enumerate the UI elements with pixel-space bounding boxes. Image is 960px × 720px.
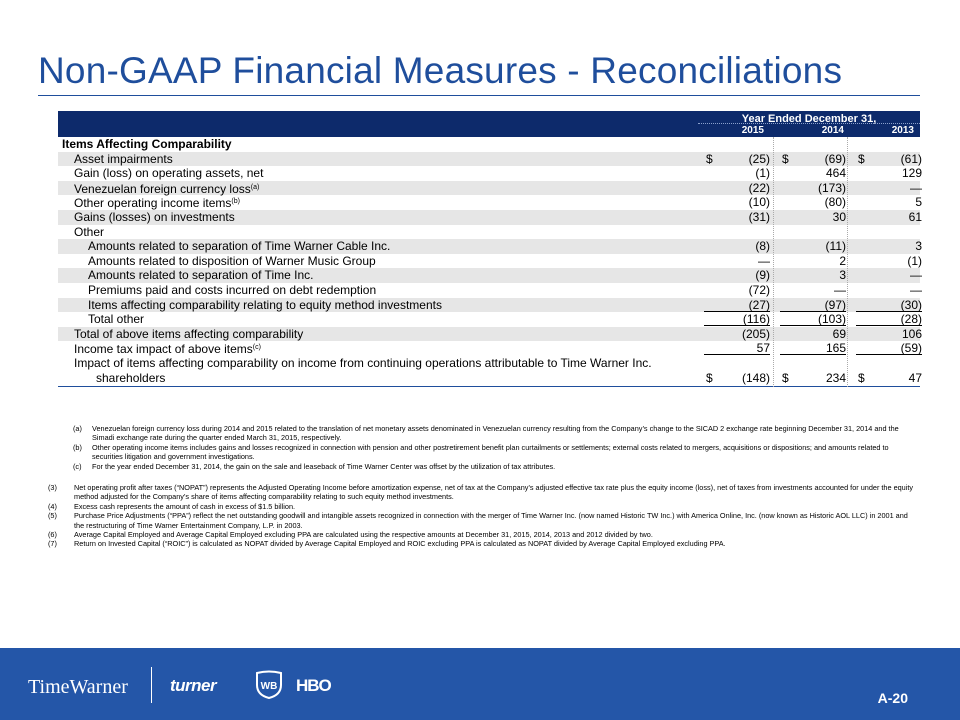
footnote-text: Return on Invested Capital (“ROIC”) is calculated as NOPAT divided by Average Capital Employed and ROIC excluding PPA is calculated as NOPAT divided by Average Capital Employed excluding PPA.: [74, 539, 726, 549]
footnote-mark: (3): [48, 483, 57, 492]
row-value: (80): [824, 195, 846, 210]
row-value: (8): [755, 239, 770, 254]
table-row: [58, 152, 920, 167]
row-value: —: [910, 268, 922, 283]
footnote-mark: (5): [48, 511, 57, 521]
numbered-footnotes: [48, 483, 920, 549]
dollar-sign: $: [706, 370, 713, 385]
table-row: [58, 166, 920, 181]
row-label: Amounts related to separation of Time Warner Cable Inc.: [88, 239, 391, 254]
row-value: 464: [825, 166, 846, 181]
dollar-sign: $: [706, 151, 713, 166]
footnote-text: Average Capital Employed and Average Capital Employed excluding PPA are calculated using the respective amounts at December 31, 2015, 2014, 2013 and 2012 divided by two.: [74, 530, 653, 540]
row-label: Asset impairments: [74, 151, 173, 166]
footnote-mark: (4): [48, 501, 57, 511]
logo-separator: [151, 667, 152, 703]
row-value: (116): [704, 313, 770, 326]
footnote-marker: (a): [250, 183, 260, 191]
table-body: [58, 137, 920, 356]
row-value: (59): [856, 342, 922, 355]
row-value: 2: [839, 253, 846, 268]
row-value: (1): [907, 253, 922, 268]
table-row: [58, 210, 920, 225]
table-header: [58, 111, 920, 137]
row-value: (25): [748, 151, 770, 166]
footnote: [48, 539, 920, 548]
row-value: —: [758, 253, 770, 268]
table-row: [58, 327, 920, 342]
final-value-2015: (148): [741, 370, 770, 385]
row-value: (97): [780, 299, 846, 312]
footnote: [68, 424, 920, 443]
row-value: 106: [901, 326, 922, 341]
timewarner-logo: TimeWarner: [28, 676, 128, 698]
footnote-text: Excess cash represents the amount of cash in excess of $1.5 billion.: [74, 501, 296, 511]
row-label: Total other: [88, 312, 145, 327]
row-value: —: [834, 282, 846, 297]
footnote-marker: (c): [252, 344, 261, 352]
row-value: —: [910, 180, 922, 195]
table-row: [58, 268, 920, 283]
row-value: (173): [817, 180, 846, 195]
footnote: [48, 502, 920, 511]
footnote: [68, 443, 920, 462]
year-2014-header: 2014: [821, 125, 844, 136]
footnote-mark: (6): [48, 530, 57, 540]
table-row: [58, 254, 920, 269]
title-divider: [38, 95, 920, 96]
footnote: [68, 462, 920, 471]
wb-shield-icon: [254, 670, 284, 705]
row-value: (22): [748, 180, 770, 195]
table-row: [58, 195, 920, 210]
footnote: [48, 511, 920, 530]
row-value: (10): [748, 195, 770, 210]
row-label: Items affecting comparability relating to equity method investments: [88, 297, 442, 312]
table-row: [58, 283, 920, 298]
row-value: 57: [704, 342, 770, 355]
row-value: —: [910, 282, 922, 297]
table-row: [58, 298, 920, 313]
final-row: [58, 356, 920, 386]
row-value: (27): [704, 299, 770, 312]
table-bottom-rule: [58, 386, 920, 387]
row-label: Items Affecting Comparability: [62, 137, 232, 151]
table-row: [58, 312, 920, 327]
row-label: Amounts related to separation of Time Inc.: [88, 268, 314, 283]
row-label: Other operating income items$^{(b)}$: [74, 196, 240, 211]
hbo-logo: HBO: [296, 676, 331, 695]
footnote-text: Net operating profit after taxes (“NOPAT”) represents the Adjusted Operating Income before amortization expense, net of tax at the Company’s adjusted effective tax rate plus the equity income (loss), net of taxes from investments accounted for under the equity method adjusted for the Company’s share of items affecting comparability relating to such equity method investments.: [74, 483, 914, 502]
svg-text:WB: WB: [260, 681, 278, 692]
final-value-2014: 234: [825, 370, 846, 385]
table-row: [58, 137, 920, 152]
row-label: Gains (losses) on investments: [74, 209, 235, 224]
footnote-marker: (b): [231, 198, 240, 206]
footnote-text: For the year ended December 31, 2014, the gain on the sale and leaseback of Time Warner Center was offset by the utilization of tax attributes.: [92, 461, 556, 471]
row-value: (72): [748, 282, 770, 297]
dollar-sign: $: [782, 151, 789, 166]
row-label: Gain (loss) on operating assets, net: [74, 166, 264, 181]
page-title: Non-GAAP Financial Measures - Reconciliations: [38, 50, 843, 91]
dollar-sign: $: [782, 370, 789, 385]
footnote-text: Other operating income items includes gains and losses recognized in connection with pension and other postretirement benefit plan curtailments or settlements; external costs related to mergers, acquisitions or dispositions; and amounts related to securities litigation and government investigations.: [92, 442, 889, 462]
row-value: (1): [755, 166, 770, 181]
footnote-mark: (b): [73, 442, 82, 452]
letter-footnotes: [68, 424, 920, 471]
row-label: Venezuelan foreign currency loss$^{(a)}$: [74, 181, 260, 196]
row-label: Other: [74, 224, 105, 239]
final-row-label-line1: Impact of items affecting comparability on income from continuing operations attributable to Time Warner Inc.: [74, 355, 652, 370]
table-row: [58, 225, 920, 240]
row-value: (30): [856, 299, 922, 312]
footnote: [48, 530, 920, 539]
row-value: 61: [908, 209, 922, 224]
turner-logo: turner: [170, 676, 217, 695]
row-value: 69: [832, 326, 846, 341]
row-value: (31): [748, 209, 770, 224]
table-row: [58, 239, 920, 254]
row-value: 3: [839, 268, 846, 283]
footnote-mark: (a): [73, 424, 82, 433]
row-value: (11): [825, 239, 846, 254]
final-value-2013: 47: [908, 370, 922, 385]
year-2013-header: 2013: [891, 125, 914, 136]
year-2015-header: 2015: [741, 125, 764, 136]
row-value: (9): [755, 268, 770, 283]
row-value: 3: [915, 239, 922, 254]
footnote-mark: (7): [48, 539, 57, 549]
footnote-mark: (c): [73, 461, 82, 471]
reconciliation-table: [58, 111, 920, 387]
row-value: 5: [915, 195, 922, 210]
row-value: (69): [824, 151, 846, 166]
row-value: 165: [780, 342, 846, 355]
row-label: Total of above items affecting comparability: [74, 326, 304, 341]
table-row: [58, 341, 920, 356]
final-row-label-line2: shareholders: [96, 370, 166, 385]
footnote: [48, 483, 920, 502]
dollar-sign: $: [858, 151, 865, 166]
table-row: [58, 181, 920, 196]
row-label: Premiums paid and costs incurred on debt redemption: [88, 282, 377, 297]
footnote-text: Purchase Price Adjustments (“PPA”) reflect the net outstanding goodwill and intangible assets recognized in connection with the merger of Time Warner Inc. (now named Historic TW Inc.) with America Online, Inc. (now known as Historic AOL LLC) in 2001 and the restructuring of Time Warner Entertainment Company, L.P. in 2003.: [74, 511, 908, 530]
row-value: (28): [856, 313, 922, 326]
period-label: Year Ended December 31,: [741, 113, 877, 125]
dollar-sign: $: [858, 370, 865, 385]
footnote-text: Venezuelan foreign currency loss during 2014 and 2015 related to the translation of net monetary assets denominated in Venezuelan currency resulting from the Company’s change to the SICAD 2 exchange rate beginning December 31, 2014 and the Simadi exchange rate during the quarter ended March 31, 2015, respectively.: [92, 424, 899, 443]
row-label: Amounts related to disposition of Warner Music Group: [88, 253, 376, 268]
row-label: Income tax impact of above items$^{(c)}$: [74, 342, 261, 357]
row-value: (205): [741, 326, 770, 341]
row-value: (61): [900, 151, 922, 166]
page-number: A-20: [877, 690, 908, 706]
row-value: 129: [901, 166, 922, 181]
row-value: 30: [832, 209, 846, 224]
footer-bar: [0, 648, 960, 720]
row-value: (103): [780, 313, 846, 326]
